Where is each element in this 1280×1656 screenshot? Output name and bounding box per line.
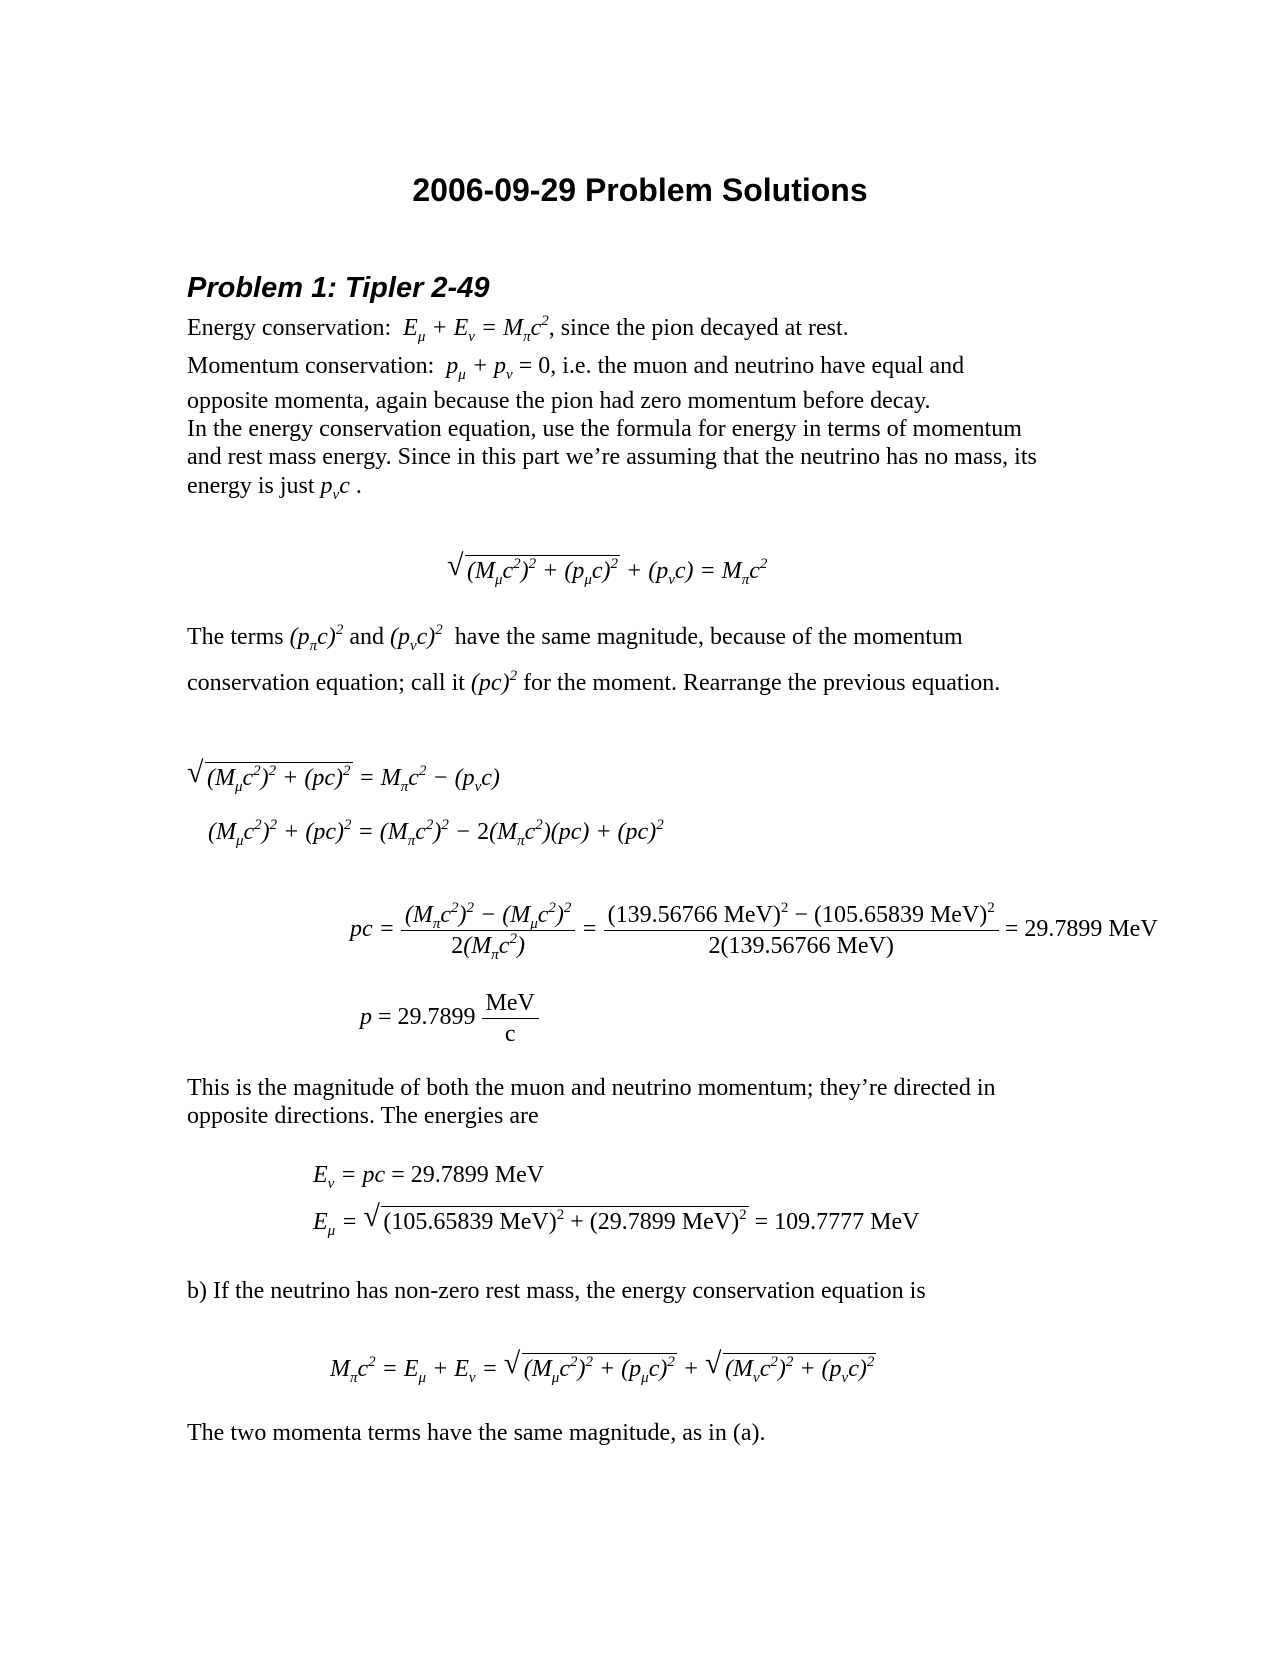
problem-heading: Problem 1: Tipler 2-49 bbox=[187, 272, 490, 304]
paragraph-text: The terms bbox=[187, 624, 284, 650]
conservation-line bbox=[187, 669, 1000, 698]
inline-math: $(p_\nu c)^2$ bbox=[389, 622, 443, 654]
equation-pc-solution: pc = $\frac{(M_\pi c^2)^2 - (M_\mu c^2)^2}{2(M_\pi c^2)}$ = $\frac{(139.56766 MeV)^2 - (105.65839 MeV)^2}{\text{2(139.56766 MeV)}}$ = 29.7899 MeV bbox=[350, 900, 1158, 963]
inline-math: $p_\nu c$ bbox=[320, 473, 350, 503]
equation-p-value: p = 29.7899 $\frac{\text{MeV}}{c}$ bbox=[360, 988, 539, 1049]
paragraph-line: opposite momenta, again because the pion had zero momentum before decay. bbox=[187, 388, 931, 414]
energy-conservation-equation: $E_\mu + E_\nu = M_\pi c^2$ bbox=[403, 313, 549, 345]
page-title: 2006-09-29 Problem Solutions bbox=[412, 172, 868, 208]
momentum-conservation-equation: $p_\mu + p_\nu = 0$ bbox=[446, 353, 551, 383]
energy-conservation-label: Energy conservation: bbox=[187, 315, 392, 341]
pc-result: 29.7899 MeV bbox=[1024, 916, 1158, 943]
p-value: 29.7899 bbox=[397, 1004, 476, 1031]
momentum-conservation-line bbox=[187, 352, 964, 381]
inline-math: (pc)$^2$ bbox=[470, 668, 518, 696]
paragraph-line: energy is just $p_\nu c$ . bbox=[187, 473, 362, 503]
pion-mass-value: 139.56766 MeV bbox=[728, 933, 886, 959]
energy-conservation-tail: , since the pion decayed at rest. bbox=[548, 315, 849, 341]
paragraph-text: energy is just bbox=[187, 473, 315, 499]
terms-line bbox=[187, 623, 963, 652]
paragraph-text: for the moment. Rearrange the previous equation. bbox=[523, 670, 1001, 696]
pc-result: 29.7899 MeV bbox=[597, 1209, 732, 1235]
paragraph-text: have the same magnitude, because of the momentum bbox=[454, 624, 963, 650]
equation-part-b: $M_\pi c^2 = E_\mu + E_\nu$ = √ $(M_\mu c^2)^2 + (p_\mu c)^2$ + √ $(M_\nu c^2)^2 + (p_\nu c)^2$ bbox=[330, 1353, 876, 1384]
paragraph-text: and bbox=[349, 624, 384, 650]
paragraph-line: This is the magnitude of both the muon and neutrino momentum; they’re directed in bbox=[187, 1075, 996, 1101]
equation-energy-balance: √ $(M_\mu c^2)^2 + (p_\mu c)^2 + (p_\nu c) = M_\pi c^2$ bbox=[447, 555, 767, 586]
paragraph-line: and rest mass energy. Since in this part we’re assuming that the neutrino has no mass, its bbox=[187, 444, 1037, 470]
muon-mass-value: 105.65839 MeV bbox=[391, 1209, 549, 1235]
equation-rearranged-2: $(M_\mu c^2)^2 + (pc)^2 = (M_\pi c^2)^2 - 2(M_\pi c^2)(pc) + (pc)^2$ bbox=[208, 817, 664, 849]
muon-mass-value: 105.65839 MeV bbox=[821, 902, 980, 928]
pc-result: 29.7899 MeV bbox=[410, 1162, 545, 1188]
energy-conservation-line bbox=[187, 314, 849, 343]
paragraph-text: conservation equation; call it bbox=[187, 670, 465, 696]
momentum-conservation-label: Momentum conservation: bbox=[187, 353, 435, 379]
paragraph-line: In the energy conservation equation, use the formula for energy in terms of momentum bbox=[187, 416, 1022, 442]
equation-rearranged-1: √ $(M_\mu c^2)^2 + (pc)^2 = M_\pi c^2 - (p_\nu c)$ bbox=[187, 762, 500, 793]
part-b-intro: b) If the neutrino has non-zero rest mass, the energy conservation equation is bbox=[187, 1278, 926, 1304]
p-unit-denominator: c bbox=[482, 1018, 539, 1049]
paragraph-line: opposite directions. The energies are bbox=[187, 1103, 539, 1129]
inline-math: $(p_\pi c)^2$ bbox=[289, 622, 344, 654]
closing-line: The two momenta terms have the same magnitude, as in (a). bbox=[187, 1420, 766, 1446]
pion-mass-value: 139.56766 MeV bbox=[615, 902, 773, 928]
momentum-conservation-tail: , i.e. the muon and neutrino have equal and bbox=[550, 353, 965, 379]
equation-e-nu: $E_\nu$ = pc = 29.7899 MeV bbox=[313, 1162, 545, 1192]
equation-e-mu: $E_\mu$ = √ (105.65839 MeV)$^2$ + (29.7899 MeV)$^2$ = 109.7777 MeV bbox=[313, 1206, 919, 1237]
p-unit-numerator: MeV bbox=[485, 990, 535, 1016]
e-mu-result: 109.7777 MeV bbox=[774, 1209, 920, 1235]
